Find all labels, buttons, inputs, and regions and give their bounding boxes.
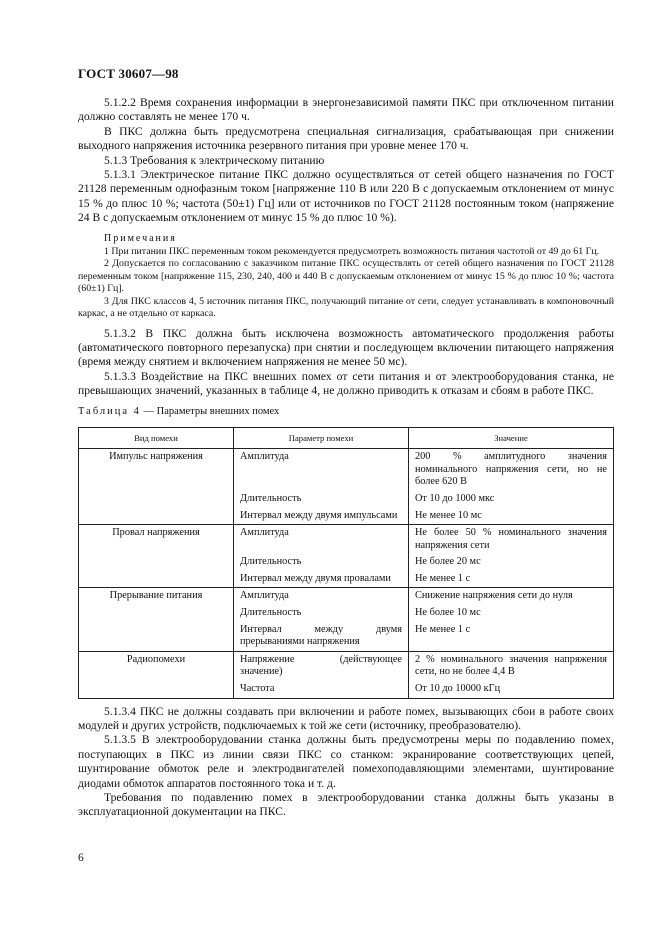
parameter-cell: Интервал между двумя импульсами xyxy=(234,508,409,525)
paragraph-5-1-3-3: 5.1.3.3 Воздействие на ПКС внешних помех от сети питания и от электрооборудования станка, не превышающих значений, указанных в таблице 4, не должно приводить к отказам и сбоям в работе ПКС. xyxy=(78,369,614,398)
paragraph-requirements: Требования по подавлению помех в электрооборудовании станка должны быть указаны в эксплуатационной документации на ПКС. xyxy=(78,791,614,819)
page-number: 6 xyxy=(78,852,84,864)
parameter-cell: Длительность xyxy=(234,554,409,571)
value-cell: Не менее 1 с xyxy=(409,571,614,588)
value-cell: 2 % номинального значения напряжения сети, но не более 4,4 В xyxy=(409,651,614,681)
value-cell: Не более 10 мс xyxy=(409,605,614,622)
paragraph-5-1-2-2: 5.1.2.2 Время сохранения информации в энергонезависимой памяти ПКС при отключенном питании должно составлять не менее 170 ч. xyxy=(78,96,614,124)
parameter-cell: Интервал между двумя провалами xyxy=(234,571,409,588)
table-header-row xyxy=(79,427,614,449)
table-caption-text: — Параметры внешних помех xyxy=(140,405,280,417)
table-row xyxy=(79,571,614,588)
parameter-cell: Интервал между двумя прерываниями напряжения xyxy=(234,622,409,652)
parameter-cell: Длительность xyxy=(234,491,409,508)
value-cell: Снижение напряжения сети до нуля xyxy=(409,588,614,605)
interference-type: Провал напряжения xyxy=(79,525,234,555)
table-row xyxy=(79,554,614,571)
value-cell: Не более 50 % номинального значения напряжения сети xyxy=(409,525,614,555)
table-row xyxy=(79,588,614,605)
value-cell: 200 % амплитудного значения номинального напряжения сети, но не более 620 В xyxy=(409,449,614,491)
paragraph-signal: В ПКС должна быть предусмотрена специальная сигнализация, срабатывающая при снижении выходного напряжения источника резервного питания при уровне менее 170 ч. xyxy=(78,124,614,153)
parameter-cell: Частота xyxy=(234,681,409,698)
parameter-cell: Длительность xyxy=(234,605,409,622)
interference-type: Импульс напряжения xyxy=(79,449,234,491)
section-heading-5-1-3: 5.1.3 Требования к электрическому питанию xyxy=(104,153,325,167)
interference-type: Радиопомехи xyxy=(79,651,234,681)
table-row xyxy=(79,622,614,652)
value-cell: Не более 20 мс xyxy=(409,554,614,571)
value-cell: От 10 до 1000 мкс xyxy=(409,491,614,508)
parameter-cell: Амплитуда xyxy=(234,449,409,491)
table-row xyxy=(79,605,614,622)
header-type: Вид помехи xyxy=(79,427,234,449)
table-row xyxy=(79,508,614,525)
paragraph-5-1-3-1: 5.1.3.1 Электрическое питание ПКС должно осуществляться от сетей общего назначения по ГОСТ 21128 переменным однофазным током [напряжение 110 В или 220 В с допускаемым отклонением от минус 15 % до плюс 10 %; частота (50±1) Гц] или от источников по ГОСТ 21128 постоянным током (напряжение 24 В с допускаемым отклонением от минус 15 % до плюс 10 %). xyxy=(78,168,614,225)
interference-parameters-table xyxy=(78,427,614,699)
document-header: ГОСТ 30607—98 xyxy=(78,66,179,81)
document-body xyxy=(78,96,614,820)
header-value: Значение xyxy=(409,427,614,449)
parameter-cell: Амплитуда xyxy=(234,588,409,605)
value-cell: От 10 до 10000 кГц xyxy=(409,681,614,698)
parameter-cell: Амплитуда xyxy=(234,525,409,555)
note-3: 3 Для ПКС классов 4, 5 источник питания ПКС, получающий питание от сети, следует устанавливать в компоновочный каркас, а не отдельно от каркаса. xyxy=(78,295,614,320)
parameter-cell: Напряжение (действующее значение) xyxy=(234,651,409,681)
table-row xyxy=(79,525,614,555)
paragraph-5-1-3-2: 5.1.3.2 В ПКС должна быть исключена возможность автоматического продолжения работы (автоматического повторного перезапуска) при снятии и последующем включении питающего напряжения (время между снятием и включением напряжения не менее 50 мс). xyxy=(78,326,614,369)
notes-title: Примечания xyxy=(104,232,177,244)
paragraph-5-1-3-5: 5.1.3.5 В электрооборудовании станка должны быть предусмотрены меры по подавлению помех, поступающих в ПКС из линии связи ПКС со станком: экранирование соответствующих цепей, шунтирование обмоток реле и электродвигателей помехоподавляющими элементами, шунтирование диодами обмоток аппаратов постоянного тока и т. д. xyxy=(78,733,614,790)
note-2: 2 Допускается по согласованию с заказчиком питание ПКС осуществлять от сетей общего назначения по ГОСТ 21128 переменным током [напряжение 115, 230, 240, 400 и 440 В с допускаемым отклонением от минус 15 % до плюс 10 %; частота (60±1) Гц]. xyxy=(78,258,614,295)
table-row xyxy=(79,449,614,491)
value-cell: Не менее 1 с xyxy=(409,622,614,652)
interference-type: Прерывание питания xyxy=(79,588,234,605)
table-row xyxy=(79,681,614,698)
table-row xyxy=(79,651,614,681)
value-cell: Не менее 10 мс xyxy=(409,508,614,525)
header-param: Параметр помехи xyxy=(234,427,409,449)
table-row xyxy=(79,491,614,508)
paragraph-5-1-3-4: 5.1.3.4 ПКС не должны создавать при включении и работе помех, вызывающих сбои в работе своих модулей и других устройств, подключаемых к той же сети (источнику, преобразователю). xyxy=(78,704,614,733)
table-caption xyxy=(78,405,614,419)
note-1: 1 При питании ПКС переменным током рекомендуется предусмотреть возможность питания частотой от 49 до 61 Гц. xyxy=(104,246,600,258)
table-caption-prefix: Таблица 4 xyxy=(78,405,141,417)
